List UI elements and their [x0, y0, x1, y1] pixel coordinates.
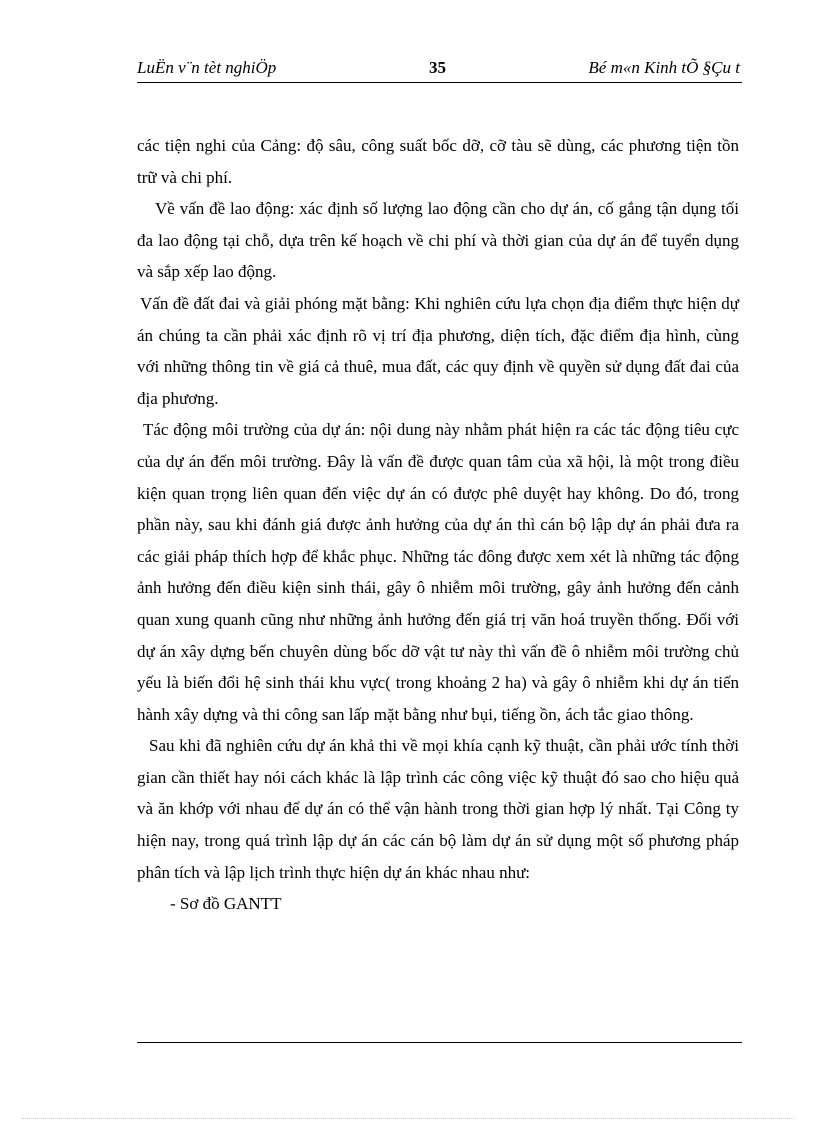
header-thesis-label: LuËn v¨n tèt nghiÖp [137, 58, 277, 77]
paragraph-scheduling: Sau khi đã nghiên cứu dự án khả thi về mọi khía cạnh kỹ thuật, cần phải ước tính thời gian cần thiết hay nói cách khác là lập trình các công việc kỹ thuật đó sao cho hiệu quả và ăn khớp với nhau để dự án có thể vận hành trong thời gian hợp lý nhất. Tại Công ty hiện nay, trong quá trình lập dự án các cán bộ làm dự án sử dụng một số phương pháp phân tích và lập lịch trình thực hiện dự án khác nhau như: [137, 736, 739, 882]
paragraph-labor: Về vấn đề lao động: xác định số lượng lao động cần cho dự án, cố gắng tận dụng tối đa lao động tại chỗ, dựa trên kế hoạch về chi phí và thời gian của dự án để tuyển dụng và sắp xếp lao động. [137, 199, 739, 282]
page-bottom-edge [22, 1118, 794, 1119]
header-department-label: Bé m«n Kinh tÕ §Çu t [588, 58, 740, 77]
paragraph-land: Vấn đề đất đai và giải phóng mặt bằng: Khi nghiên cứu lựa chọn địa điểm thực hiện dự án chúng ta cần phải xác định rõ vị trí địa phương, diện tích, đặc điểm địa hình, cùng với những thông tin về giá cả thuê, mua đất, các quy định về quyền sử dụng đất đai của địa phương. [137, 293, 739, 408]
page-number: 35 [429, 58, 446, 77]
document-body [137, 130, 739, 920]
footer-divider [137, 1042, 742, 1043]
list-item-gantt: - Sơ đồ GANTT [170, 894, 282, 914]
page-header [137, 56, 742, 83]
paragraph-environment: Tác động môi trường của dự án: nội dung này nhằm phát hiện ra các tác động tiêu cực của dự án đến môi trường. Đây là vấn đề được quan tâm của xã hội, là một trong điều kiện quan trọng liên quan đến việc dự án có được phê duyệt hay không. Do đó, trong phần này, sau khi đánh giá được ảnh hưởng của dự án thì cán bộ lập dự án phải đưa ra các giải pháp thích hợp để khắc phục. Những tác đông được xem xét là những tác động ảnh hưởng đến điều kiện sinh thái, gây ô nhiễm môi trường, gây ảnh hưởng đến cảnh quan xung quanh cũng như những ảnh hưởng đến giá trị văn hoá truyền thống. Đối với dự án xây dựng bến chuyên dùng bốc dỡ vật tư này thì vấn đề ô nhiễm môi trường chủ yếu là biến đổi hệ sinh thái khu vực( trong khoảng 2 ha) và gây ô nhiễm khi dự án tiến hành xây dựng và thi công san lấp mặt bằng như bụi, tiếng ồn, ách tắc giao thông. [137, 420, 739, 724]
paragraph-port-facilities: các tiện nghi của Cảng: độ sâu, công suất bốc dỡ, cỡ tàu sẽ dùng, các phương tiện tồn trữ và chi phí. [137, 136, 739, 187]
